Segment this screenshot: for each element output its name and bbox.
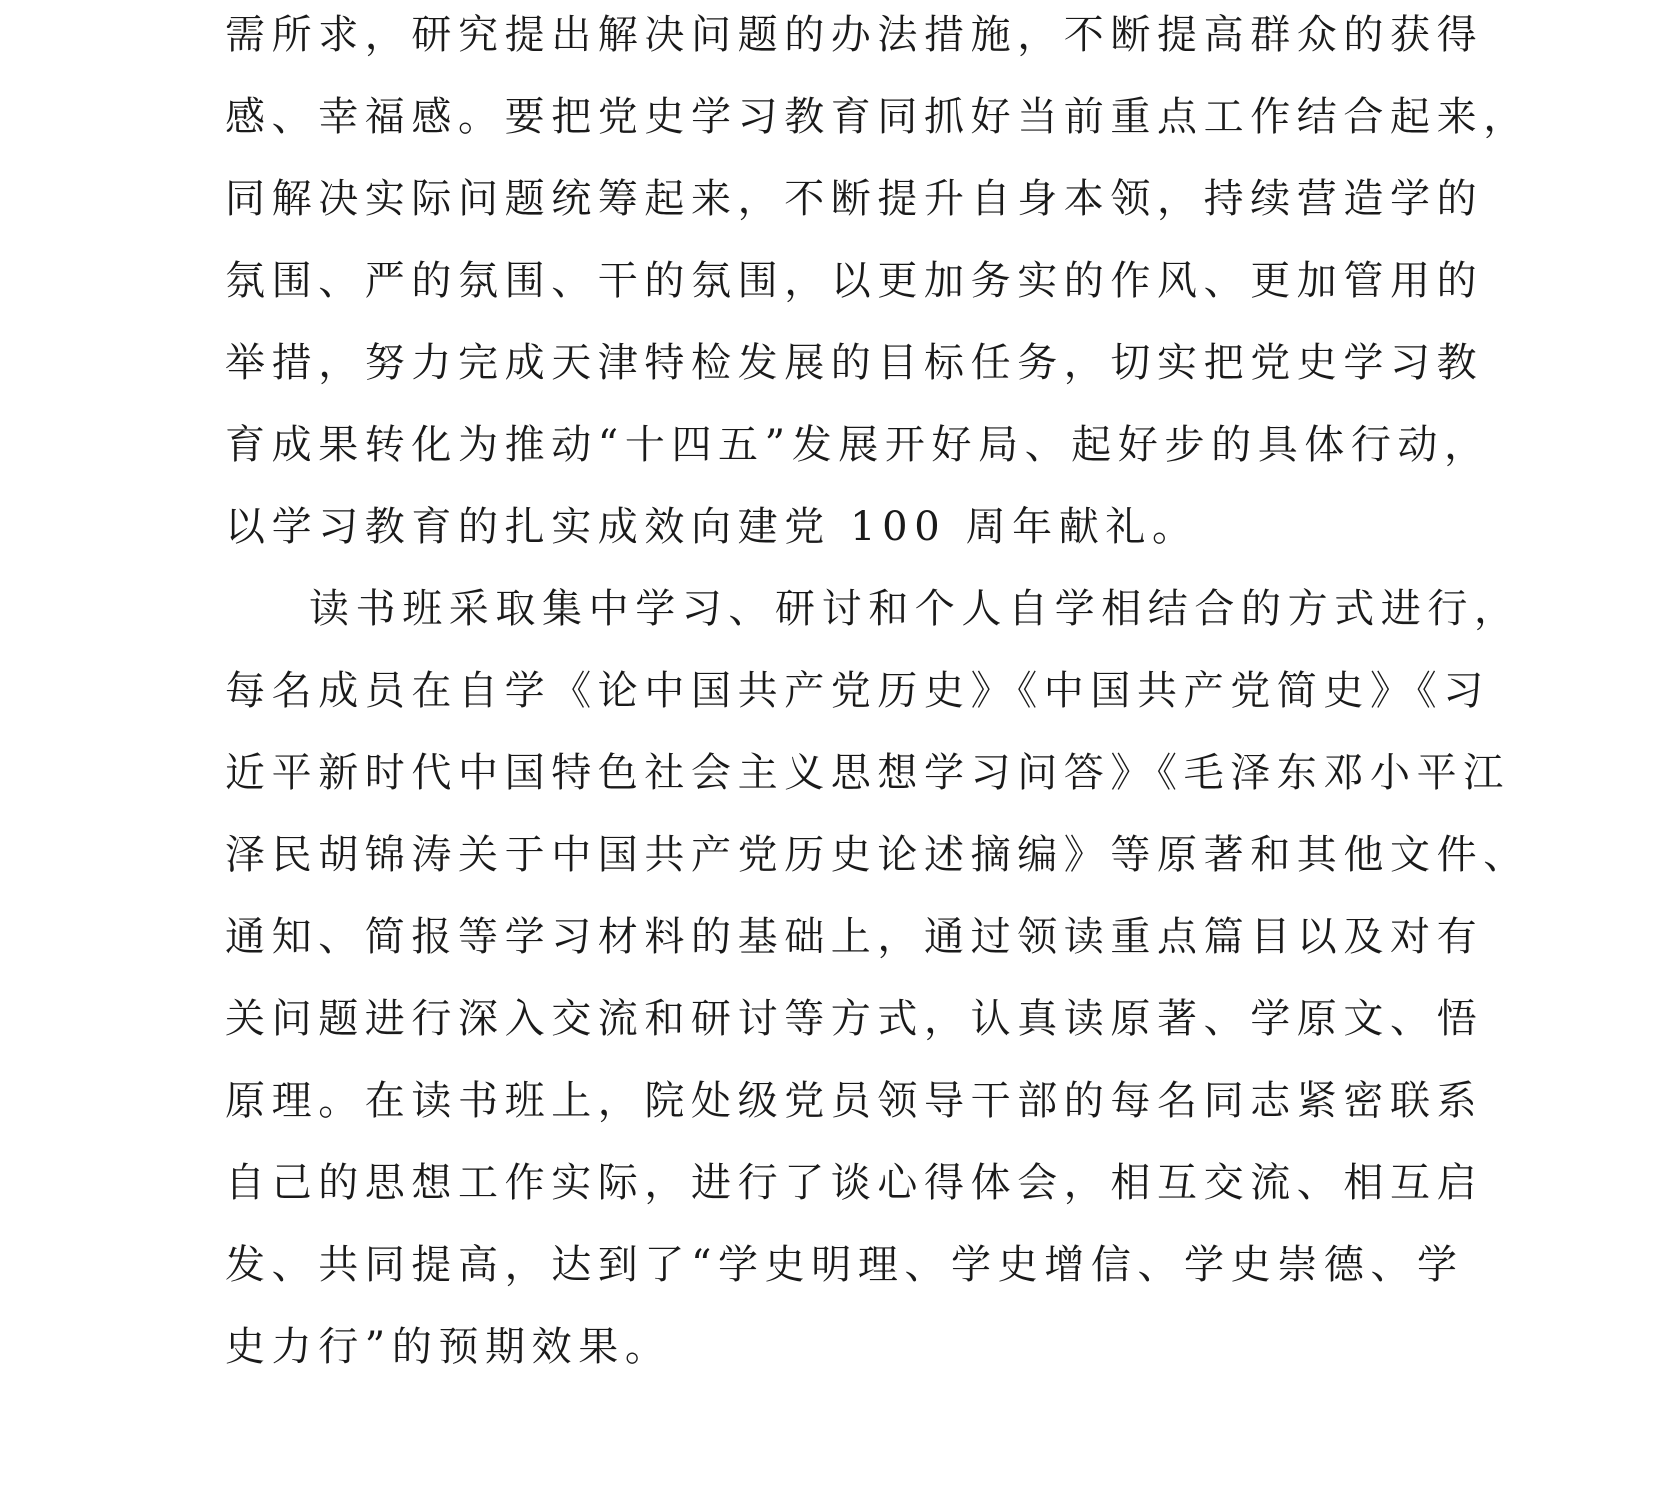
paragraph-2-line-7: 原理。在读书班上，院处级党员领导干部的每名同志紧密联系 (225, 1078, 1484, 1124)
paragraph-2-line-10: 史力行”的预期效果。 (225, 1324, 672, 1370)
paragraph-2-line-9: 发、共同提高，达到了“学史明理、学史增信、学史崇德、学 (225, 1242, 1464, 1288)
paragraph-1-line-6: 育成果转化为推动“十四五”发展开好局、起好步的具体行动， (225, 422, 1491, 468)
paragraph-1-line-1: 需所求，研究提出解决问题的办法措施，不断提高群众的获得 (225, 12, 1484, 58)
paragraph-2-line-3: 近平新时代中国特色社会主义思想学习问答》《毛泽东邓小平江 (225, 750, 1510, 796)
paragraph-1-line-3: 同解决实际问题统筹起来，不断提升自身本领，持续营造学的 (225, 176, 1484, 222)
paragraph-2-line-5: 通知、简报等学习材料的基础上，通过领读重点篇目以及对有 (225, 914, 1484, 960)
paragraph-2-line-4: 泽民胡锦涛关于中国共产党历史论述摘编》等原著和其他文件、 (225, 832, 1530, 878)
paragraph-1-line-4: 氛围、严的氛围、干的氛围，以更加务实的作风、更加管用的 (225, 258, 1484, 304)
paragraph-2-line-1: 读书班采取集中学习、研讨和个人自学相结合的方式进行， (309, 586, 1521, 632)
paragraph-1-line-5: 举措，努力完成天津特检发展的目标任务，切实把党史学习教 (225, 340, 1484, 386)
paragraph-1-line-7: 以学习教育的扎实成效向建党 100 周年献礼。 (225, 504, 1199, 550)
paragraph-2-line-8: 自己的思想工作实际，进行了谈心得体会，相互交流、相互启 (225, 1160, 1484, 1206)
paragraph-1-line-2: 感、幸福感。要把党史学习教育同抓好当前重点工作结合起来， (225, 94, 1530, 140)
paragraph-2-line-2: 每名成员在自学《论中国共产党历史》《中国共产党简史》《习 (225, 668, 1490, 714)
paragraph-2-line-6: 关问题进行深入交流和研讨等方式，认真读原著、学原文、悟 (225, 996, 1484, 1042)
